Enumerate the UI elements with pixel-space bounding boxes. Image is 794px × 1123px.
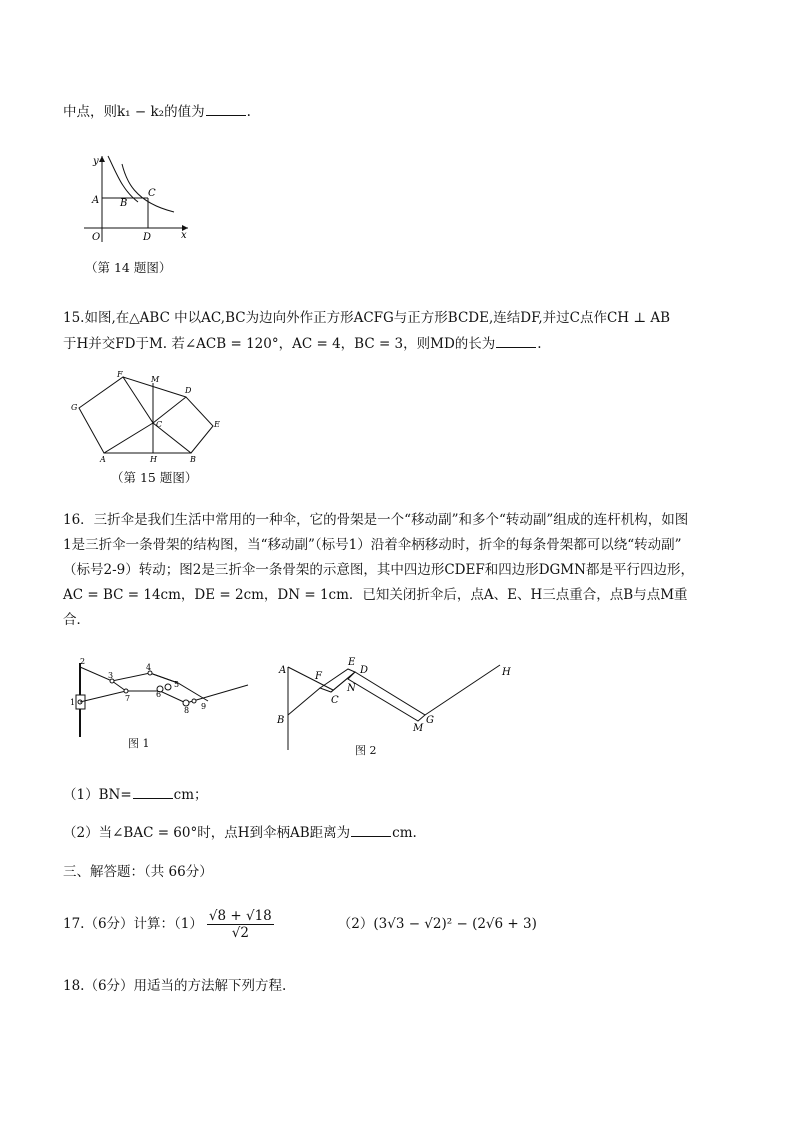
fig-label: 3 bbox=[108, 671, 114, 680]
fig-label: B bbox=[277, 715, 285, 726]
fig-label: 4 bbox=[146, 663, 152, 672]
q16-line2: 1是三折伞一条骨架的结构图，当“移动副”（标号1）沿着伞柄移动时，折伞的每条骨架都可以绕“转动副” bbox=[63, 537, 682, 553]
fig-label: 9 bbox=[201, 702, 207, 711]
fig-label: 1 bbox=[70, 698, 76, 707]
fig-label: 5 bbox=[174, 680, 180, 689]
fig-label: A bbox=[92, 195, 100, 206]
q16-line5: 合． bbox=[63, 612, 90, 628]
fig-label: A bbox=[279, 665, 287, 676]
fig-label: G bbox=[71, 403, 78, 412]
answer-blank bbox=[351, 835, 391, 837]
fig-label: D bbox=[143, 232, 152, 243]
fig-label: C bbox=[331, 695, 339, 706]
answer-blank bbox=[496, 346, 536, 348]
answer-blank bbox=[133, 797, 173, 799]
fig-label: N bbox=[347, 683, 356, 694]
fig-label: M bbox=[413, 723, 424, 734]
fig-label: x bbox=[181, 230, 187, 241]
fig-label: 6 bbox=[156, 690, 162, 699]
q15-line1: 15.如图,在△ABC 中以AC,BC为边向外作正方形ACFG与正方形BCDE,连结DF,并过C点作CH ⊥ AB bbox=[63, 310, 671, 326]
fig-label: G bbox=[426, 715, 434, 726]
q16-fig1-caption: 图 1 bbox=[128, 737, 150, 750]
fig-label: E bbox=[348, 657, 356, 668]
q15-line2: 于H并交FD于M. 若∠ACB = 120°，AC = 4，BC = 3，则MD的长为 . bbox=[63, 336, 542, 352]
fig-label: M bbox=[151, 375, 160, 384]
fig-label: 8 bbox=[184, 706, 190, 715]
fig-label: D bbox=[185, 386, 192, 395]
q17: 17.（6分）计算：（1） $\frac{√8 + √18}{√2}$ （2）(3√3 − √2)² − (2√6 + 3) bbox=[63, 908, 537, 941]
fig-label: C bbox=[156, 420, 163, 429]
section-heading: 三、解答题：（共 66分） bbox=[63, 864, 213, 880]
fig-label: F bbox=[117, 370, 123, 379]
fig-label: H bbox=[502, 667, 511, 678]
fig-label: O bbox=[92, 232, 101, 243]
fraction: $\frac{√8 + √18}{√2}$ bbox=[208, 908, 272, 941]
q16-sub2: （2）当∠BAC = 60°时，点H到伞柄AB距离为 cm. bbox=[63, 825, 417, 841]
q14-figure bbox=[78, 150, 193, 245]
fig-label: y bbox=[93, 156, 99, 167]
q14-caption: （第 14 题图） bbox=[85, 260, 172, 275]
q16-figure1 bbox=[68, 655, 253, 740]
fig-label: H bbox=[150, 455, 157, 463]
answer-blank bbox=[206, 114, 246, 116]
q15-figure bbox=[66, 368, 226, 463]
q16-line1: 16．三折伞是我们生活中常用的一种伞，它的骨架是一个“移动副”和多个“转动副”组成的连杆机构，如图 bbox=[63, 512, 689, 528]
fig-label: B bbox=[120, 198, 128, 209]
fig-label: 2 bbox=[80, 657, 86, 666]
fig-label: F bbox=[315, 671, 322, 682]
q18: 18.（6分）用适当的方法解下列方程. bbox=[63, 978, 287, 994]
q16-sub1: （1）BN= cm； bbox=[63, 787, 208, 803]
q16-line3: （标号2-9）转动；图2是三折伞一条骨架的示意图，其中四边形CDEF和四边形DGMN都是平行四边形， bbox=[63, 562, 694, 578]
q16-figure2 bbox=[275, 655, 520, 755]
fig-label: D bbox=[360, 665, 369, 676]
q15-caption: （第 15 题图） bbox=[111, 470, 198, 485]
fig-label: C bbox=[148, 188, 156, 199]
fig-label: 7 bbox=[125, 694, 131, 703]
fig-label: B bbox=[190, 455, 196, 463]
q14-text: 中点，则k₁ − k₂的值为 . bbox=[63, 104, 251, 120]
fig-label: A bbox=[100, 455, 106, 463]
fig-label: E bbox=[214, 420, 220, 429]
q16-fig2-caption: 图 2 bbox=[355, 744, 377, 757]
q16-line4: AC = BC = 14cm，DE = 2cm，DN = 1cm．已知关闭折伞后，点A、E、H三点重合，点B与点M重 bbox=[63, 587, 688, 603]
